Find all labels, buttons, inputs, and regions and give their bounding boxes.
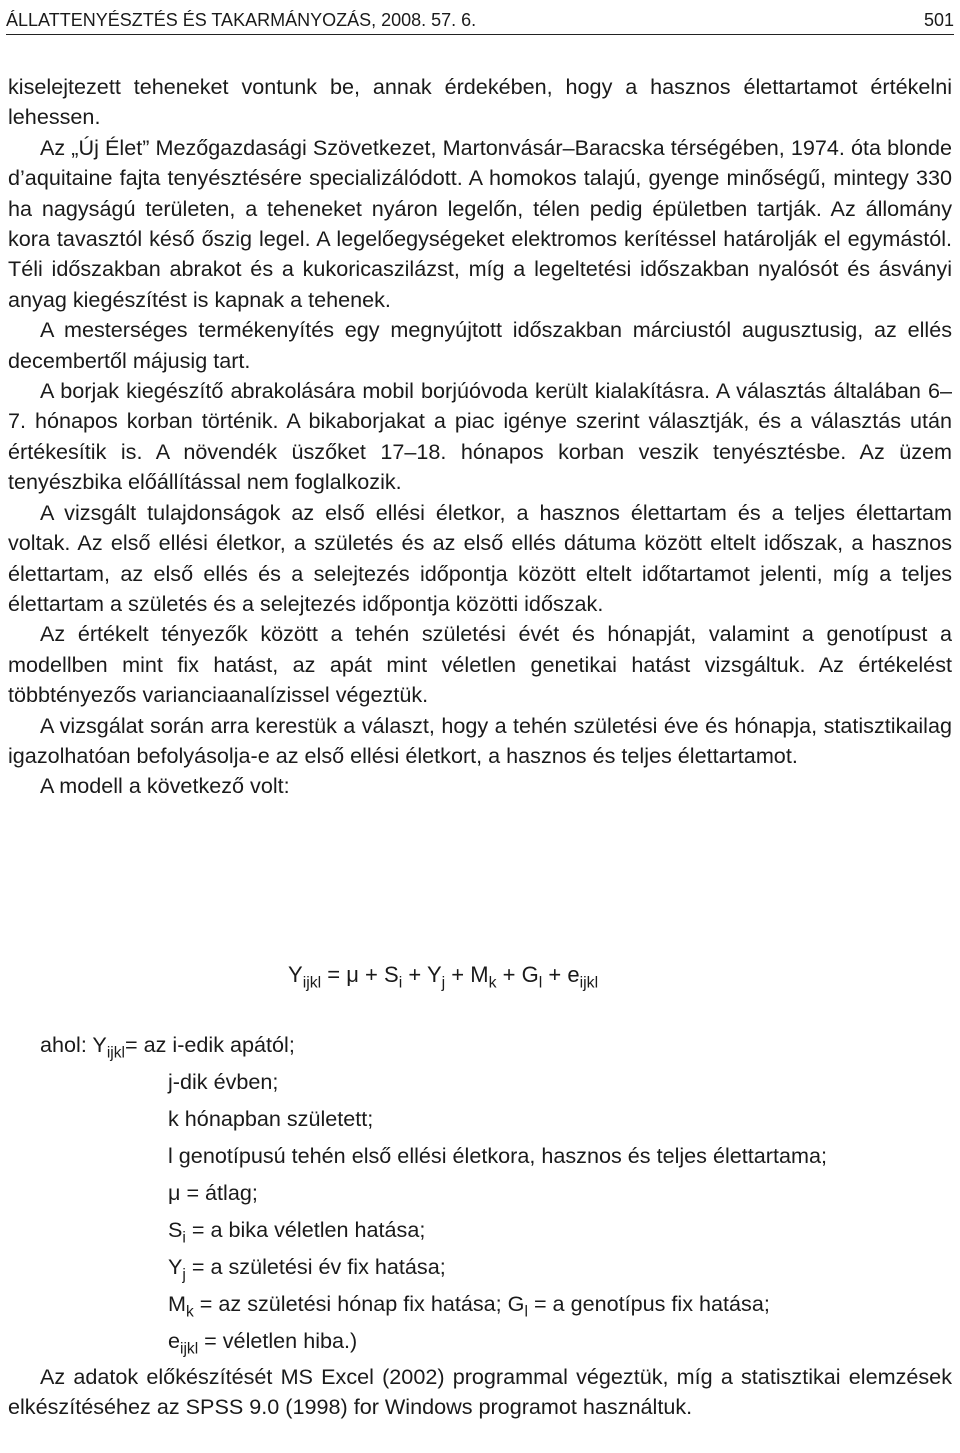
paragraph: A borjak kiegészítő abrakolására mobil borjúóvoda került kialakításra. A választás általában 6–7. hónapos korban történik. A bikaborjakat a piac igénye szerint választják, és a választás után értékesítik is. A növendék üszőket 17–18. hónapos korban veszik tenyésztésbe. Az üzem tenyészbika előállítással nem foglalkozik. <box>8 378 952 495</box>
paragraph: A modell a következő volt: <box>40 773 290 799</box>
closing-paragraph-block <box>8 1362 952 1423</box>
paragraph: Az adatok előkészítését MS Excel (2002) programmal végeztük, míg a statisztikai elemzések elkészítéséhez az SPSS 9.0 (1998) for Windows programot használtuk. <box>8 1364 952 1420</box>
paragraph: A vizsgálat során arra kerestük a választ, hogy a tehén születési éve és hónapja, statisztikailag igazolhatóan befolyásolja-e az első ellési életkort, a hasznos és teljes élettartamot. <box>8 712 952 768</box>
body-text <box>8 72 952 802</box>
journal-title: ÁLLATTENYÉSZTÉS ÉS TAKARMÁNYOZÁS, 2008. 57. 6. <box>6 10 477 30</box>
paragraph: A mesterséges termékenyítés egy megnyújtott időszakban márciustól augusztusig, az ellés decembertől májusig tart. <box>8 317 952 373</box>
model-formula: $Y_{ijkl} = \mu + S_i + Y_j + M_k + G_l + e_{ijkl}$ <box>288 962 599 992</box>
page-number: 501 <box>923 10 954 30</box>
running-header <box>6 4 954 35</box>
paragraph: kiselejtezett teheneket vontunk be, annak érdekében, hogy a hasznos élettartamot értékelni lehessen. <box>8 74 952 130</box>
paragraph: A vizsgált tulajdonságok az első ellési életkor, a hasznos élettartam és a teljes élettartam voltak. Az első ellési életkor, a születés és az első ellés dátuma között eltelt időszak, a hasznos élettartam, az első ellés és a selejtezés időpontja között eltelt időtartamot jelenti, míg a teljes élettartam a születés és a selejtezés időpontja közötti időszak. <box>8 499 952 616</box>
paragraph: Az „Új Élet” Mezőgazdasági Szövetkezet, Martonvásár–Baracska térségében, 1974. óta blonde d’aquitaine fajta tenyésztésére specializálódott. A homokos talajú, gyenge minőségű, mintegy 330 ha nagyságú területen, a teheneket nyáron legelőn, télen pedig épületben tartják. Az állomány kora tavasztól késő őszig legel. A legelőegységeket elektromos kerítéssel határolják el egymástól. Téli időszakban abrakot és a kukoricaszilázst, míg a legeltetési időszakban nyalósót és ásványi anyag kiegészítést is kapnak a tehenek. <box>8 134 952 312</box>
paragraph: Az értékelt tényezők között a tehén születési évét és hónapját, valamint a genotípust a modellben mint fix hatást, az apát mint véletlen genetikai hatást vizsgáltuk. Az értékelést többtényezős varianciaanalízissel végeztük. <box>8 621 952 708</box>
